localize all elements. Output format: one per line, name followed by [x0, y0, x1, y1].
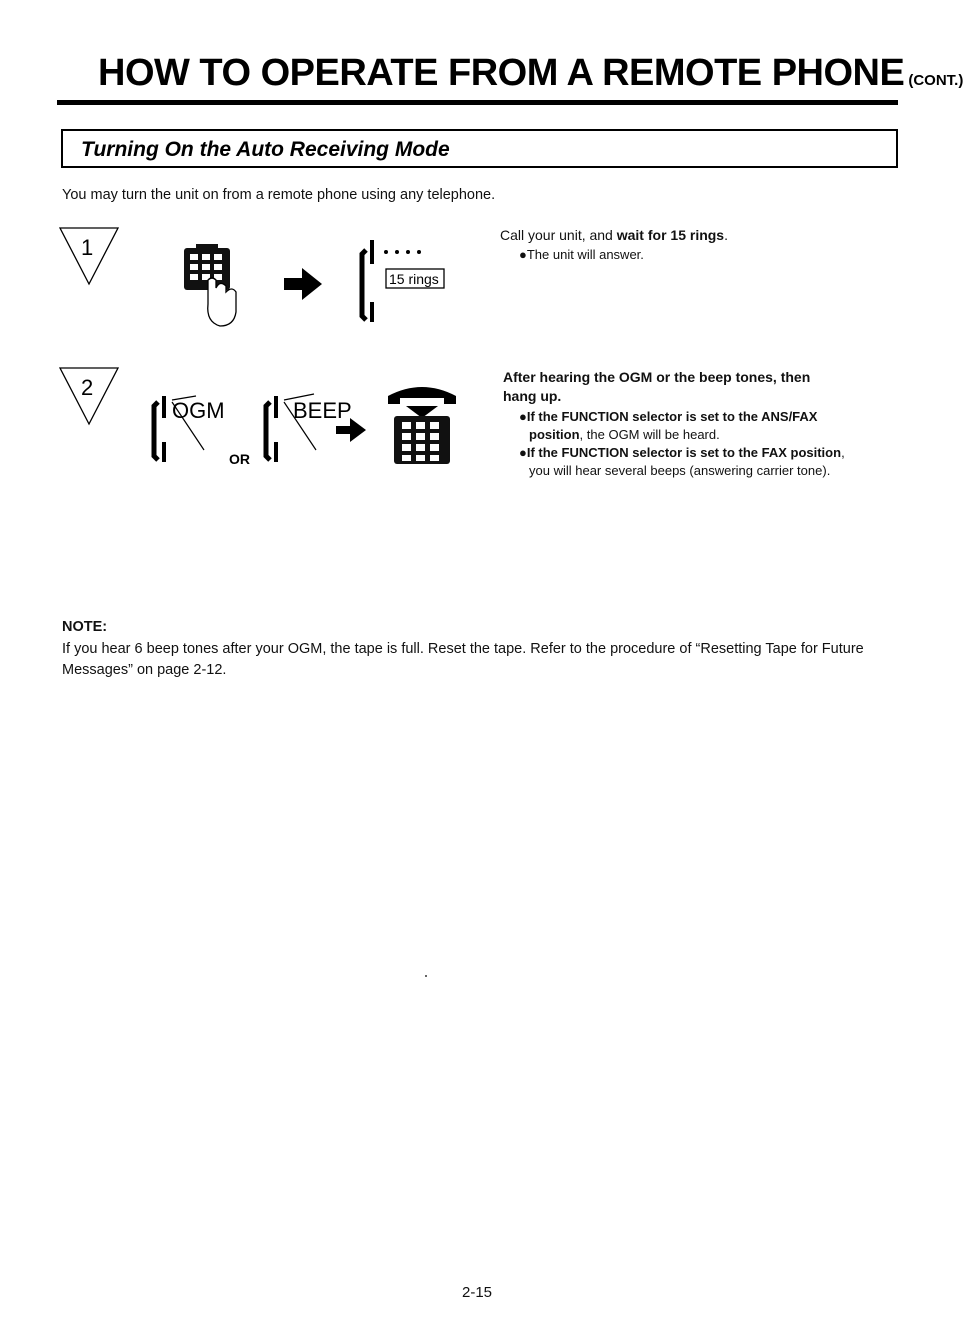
step1-bullet: ●The unit will answer. [519, 247, 644, 262]
step2-bullet1-line2 [519, 426, 845, 444]
beep-label: BEEP [293, 398, 352, 423]
intro-text: You may turn the unit on from a remote phone using any telephone. [62, 187, 496, 203]
step2-heading-line1: After hearing the OGM or the beep tones, then [503, 369, 811, 385]
note-text: If you hear 6 beep tones after your OGM, the tape is full. Reset the tape. Refer to the procedure of “Resetting Tape for Future Messages” on page 2-12. [62, 641, 864, 678]
step2-bullets [519, 408, 845, 480]
page-title-text: HOW TO OPERATE FROM A REMOTE PHONE [98, 52, 905, 94]
step1-illustration [56, 222, 476, 332]
step-2-number: 2 [81, 375, 94, 400]
ogm-handset-icon [154, 396, 225, 462]
step2-bullet1-line1 [519, 408, 845, 426]
step2-bullet1-rest: , the OGM will be heard. [579, 427, 720, 442]
arrow-right-icon [284, 268, 322, 300]
hang-up-phone-icon [388, 387, 456, 464]
section-heading-box [61, 129, 898, 168]
ogm-label: OGM [172, 398, 225, 423]
step2-heading-line2: hang up. [503, 388, 562, 404]
rings-label: 15 rings [389, 271, 439, 287]
step2-bullet2-line2: you will hear several beeps (answering carrier tone). [529, 463, 831, 478]
step2-illustration [56, 360, 476, 470]
step-1-number: 1 [81, 235, 94, 260]
step2-bullet2-line1 [519, 444, 845, 462]
handset-icon [362, 240, 444, 322]
step2-heading [503, 368, 810, 406]
step1-instruction [500, 226, 728, 245]
step-1-triangle-icon [60, 228, 118, 284]
section-title: Turning On the Auto Receiving Mode [81, 138, 450, 161]
page-title-suffix: (CONT.) [908, 72, 963, 89]
step1-text-plain: Call your unit, and [500, 227, 617, 243]
step1-text-bold: wait for 15 rings [616, 227, 725, 243]
step-2-triangle-icon [60, 368, 118, 424]
keypad-phone-icon [184, 244, 236, 326]
scan-speck [425, 975, 427, 977]
note-label: NOTE: [62, 619, 108, 635]
step2-bullet1-bold2: position [529, 427, 580, 442]
title-rule [57, 100, 898, 105]
page-number: 2-15 [462, 1284, 493, 1301]
or-label: OR [229, 451, 250, 467]
step2-bullet2-bold: ●If the FUNCTION selector is set to the FAX position [519, 445, 842, 460]
step1-text-end: . [724, 227, 728, 243]
page-title [98, 52, 963, 95]
step2-bullet2-rest: , [841, 445, 845, 460]
step2-bullet1-bold: ●If the FUNCTION selector is set to the ANS/FAX [519, 409, 818, 424]
